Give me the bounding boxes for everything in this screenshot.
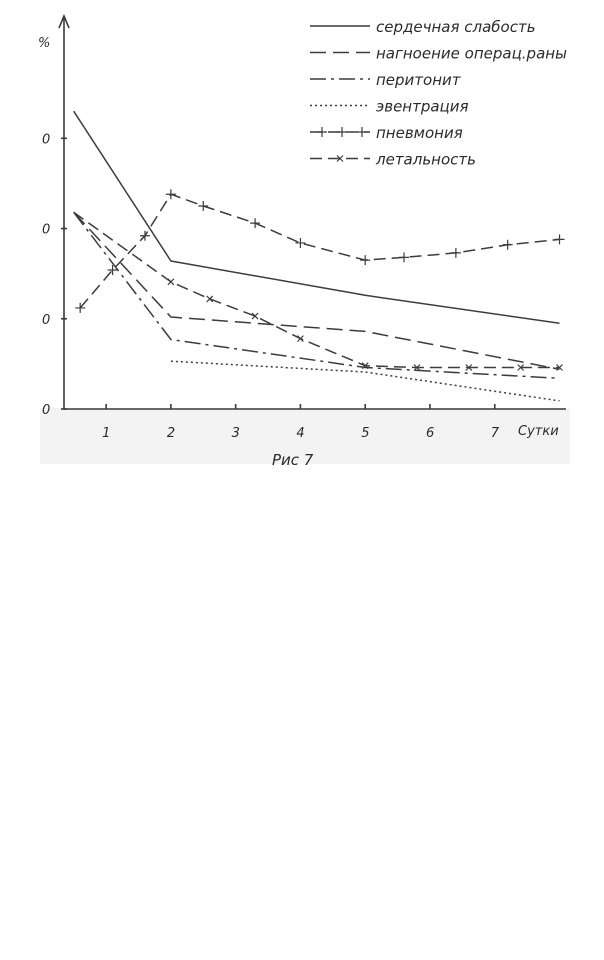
legend-label: летальность <box>376 150 476 169</box>
y-tick-label: 0 <box>42 132 51 148</box>
legend-marker <box>337 127 347 137</box>
series-layer <box>74 111 565 401</box>
legend-marker <box>317 127 327 137</box>
legend-label: нагноение операц.раны <box>376 44 567 63</box>
legend-marker <box>357 127 367 137</box>
data-point <box>295 238 305 248</box>
data-point <box>297 336 303 342</box>
data-point <box>360 255 370 265</box>
series <box>75 189 564 313</box>
series-line <box>80 194 559 308</box>
legend-item <box>310 98 469 116</box>
legend-item <box>310 124 463 142</box>
data-point <box>555 234 565 244</box>
data-point <box>250 218 260 228</box>
x-tick-label: 4 <box>296 426 305 441</box>
series-line <box>74 212 560 378</box>
data-point <box>503 240 513 250</box>
x-tick-label: 6 <box>425 426 435 441</box>
legend-item <box>310 71 462 89</box>
x-axis-label: Сутки <box>518 424 559 439</box>
data-point <box>198 201 208 211</box>
legend-label: пневмония <box>376 124 463 142</box>
x-tick-label: 2 <box>166 426 176 441</box>
data-point <box>166 189 176 199</box>
y-tick-label: 0 <box>42 222 51 238</box>
legend-label: сердечная слабость <box>376 18 536 36</box>
legend <box>310 18 567 169</box>
y-tick-label: 0 <box>42 403 51 418</box>
figure-caption: Рис 7 <box>272 451 314 469</box>
series <box>74 212 560 378</box>
axes <box>59 16 566 409</box>
x-tick-label: 5 <box>361 426 370 441</box>
y-tick-label: 0 <box>42 312 51 328</box>
y-unit-label: % <box>38 36 51 51</box>
data-point <box>399 252 409 262</box>
x-tick-label: 3 <box>231 426 240 441</box>
data-point <box>168 279 174 285</box>
x-tick-label: 7 <box>490 426 500 441</box>
x-tick-label: 1 <box>102 426 111 441</box>
legend-item <box>310 151 476 169</box>
legend-item <box>310 18 536 36</box>
data-point <box>451 248 461 258</box>
legend-item <box>310 45 567 63</box>
legend-label: эвентрация <box>376 97 469 116</box>
legend-label: перитонит <box>376 71 461 89</box>
